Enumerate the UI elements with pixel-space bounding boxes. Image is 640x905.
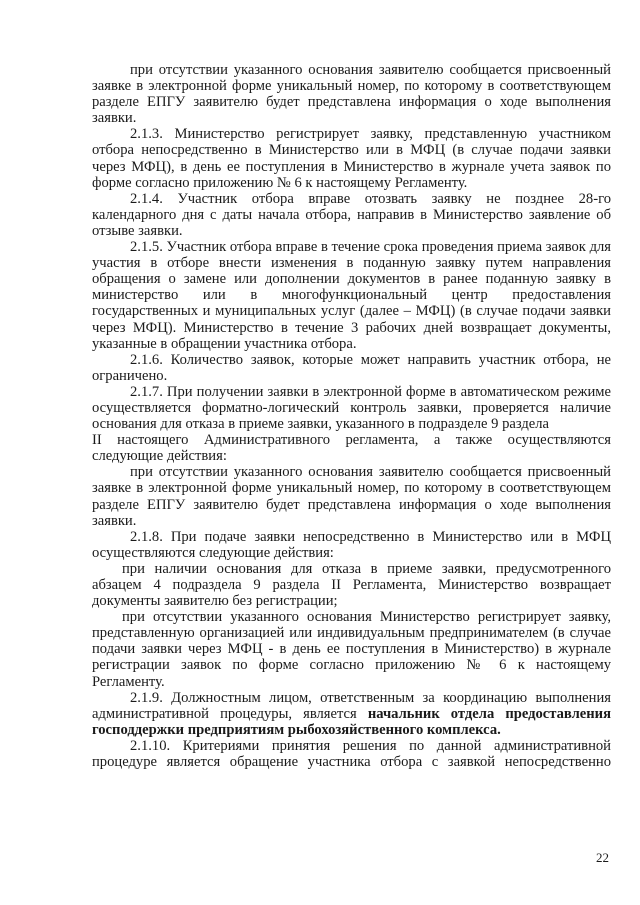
page-number: 22: [596, 850, 609, 865]
paragraph-2-1-9-text: 2.1.9. Должностным лицом, ответственным за координацию выполнения административной процедуры, является: [92, 689, 611, 722]
paragraph-2-1-8-refusal: при наличии основания для отказа в приеме заявки, предусмотренного абзацем 4 подраздела 9 раздела II Регламента, Министерство возвращает документы заявителю без регистрации;: [92, 560, 611, 610]
paragraph-2-1-7-continued: II настоящего Административного регламента, а также осуществляются следующие действия:: [92, 432, 611, 465]
paragraph-2-1-6: 2.1.6. Количество заявок, которые может направить участник отбора, не ограничено.: [92, 351, 611, 384]
paragraph-2-1-4: 2.1.4. Участник отбора вправе отозвать заявку не позднее 28-го календарного дня с даты начала отбора, направив в Министерство заявление об отзыве заявки.: [92, 190, 611, 239]
paragraph-2-1-3: 2.1.3. Министерство регистрирует заявку, представленную участником отбора непосредственно в Министерство или в МФЦ (в случае подачи заявки через МФЦ), в день ее поступления в Министерство в журнале учета заявок по форме согласно приложению № 6 к настоящему Регламенту.: [92, 126, 611, 191]
responsible-official-bold: начальник отдела предоставления господдержки предприятиям рыбохозяйственного комплекса.: [92, 705, 611, 738]
paragraph-2-1-7: 2.1.7. При получении заявки в электронной форме в автоматическом режиме осуществляется форматно-логический контроль заявки, проверяется наличие основания для отказа в приеме заявки, указанного в подразделе 9 раздела: [92, 383, 611, 433]
paragraph-2-1-7-action: при отсутствии указанного основания заявителю сообщается присвоенный заявке в электронной форме уникальный номер, по которому в соответствующем разделе ЕПГУ заявителю будет представлена информация о ходе выполнения заявки.: [92, 464, 611, 529]
paragraph-2-1-8: 2.1.8. При подаче заявки непосредственно в Министерство или в МФЦ осуществляются следующие действия:: [92, 528, 611, 561]
document-body: [92, 62, 611, 770]
paragraph-2-1-5: 2.1.5. Участник отбора вправе в течение срока проведения приема заявок для участия в отборе внести изменения в поданную заявку путем направления обращения о замене или дополнении документов в ранее поданную заявку в министерство или в многофункциональный центр предоставления государственных и муниципальных услуг (далее – МФЦ) (в случае подачи заявки через МФЦ). Министерство в течение 3 рабочих дней возвращает документы, указанные в обращении участника отбора.: [92, 239, 611, 352]
paragraph-1: при отсутствии указанного основания заявителю сообщается присвоенный заявке в электронной форме уникальный номер, по которому в соответствующем разделе ЕПГУ заявителю будет представлена информация о ходе выполнения заявки.: [92, 62, 611, 127]
paragraph-2-1-8-registration: при отсутствии указанного основания Министерство регистрирует заявку, представленную организацией или индивидуальным предпринимателем (в случае подачи заявки через МФЦ - в день ее поступления в Министерство) в журнале регистрации заявок по форме согласно приложению № 6 к настоящему Регламенту.: [92, 609, 611, 690]
paragraph-2-1-10: 2.1.10. Критериями принятия решения по данной административной процедуре является обращение участника отбора с заявкой непосредственно: [92, 737, 611, 771]
paragraph-2-1-9: [92, 690, 611, 738]
